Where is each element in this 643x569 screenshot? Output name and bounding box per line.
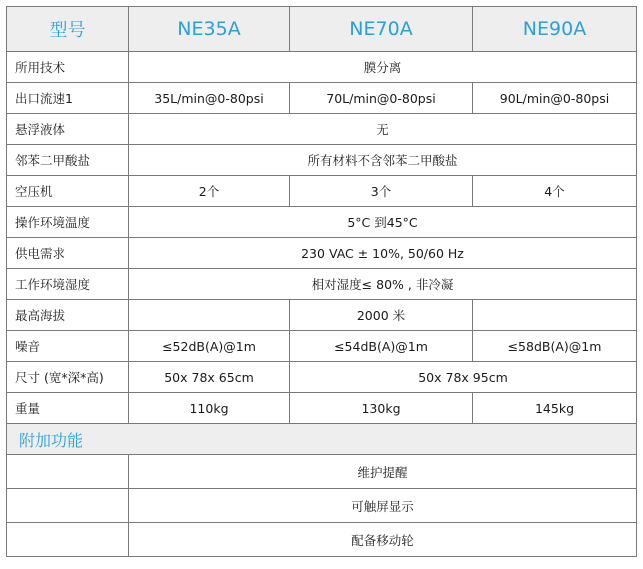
spec-table bbox=[6, 6, 637, 557]
row-value: ≤52dB(A)@1m bbox=[129, 331, 290, 362]
row-value: 2000 米 bbox=[290, 300, 473, 331]
row-value: 110kg bbox=[129, 393, 290, 424]
addon-label-empty bbox=[7, 523, 129, 557]
row-label: 最高海拔 bbox=[7, 300, 129, 331]
addon-row bbox=[7, 489, 637, 523]
addon-row bbox=[7, 455, 637, 489]
row-label: 空压机 bbox=[7, 176, 129, 207]
row-label: 工作环境湿度 bbox=[7, 269, 129, 300]
row-value-empty bbox=[473, 300, 637, 331]
model-ne35a: NE35A bbox=[129, 7, 290, 52]
table-row bbox=[7, 238, 637, 269]
table-row bbox=[7, 52, 637, 83]
model-header: 型号 bbox=[7, 7, 129, 52]
row-value: 无 bbox=[129, 114, 637, 145]
row-value: 145kg bbox=[473, 393, 637, 424]
row-label: 所用技术 bbox=[7, 52, 129, 83]
addon-label-empty bbox=[7, 489, 129, 523]
row-value: 膜分离 bbox=[129, 52, 637, 83]
row-value: 3个 bbox=[290, 176, 473, 207]
addon-label-empty bbox=[7, 455, 129, 489]
header-row bbox=[7, 7, 637, 52]
row-value: 所有材料不含邻苯二甲酸盐 bbox=[129, 145, 637, 176]
row-value: ≤58dB(A)@1m bbox=[473, 331, 637, 362]
row-value: 2个 bbox=[129, 176, 290, 207]
table-row bbox=[7, 269, 637, 300]
row-label: 噪音 bbox=[7, 331, 129, 362]
row-label: 供电需求 bbox=[7, 238, 129, 269]
table-row bbox=[7, 393, 637, 424]
addons-title: 附加功能 bbox=[7, 424, 637, 455]
addon-row bbox=[7, 523, 637, 557]
table-row bbox=[7, 207, 637, 238]
row-value-empty bbox=[129, 300, 290, 331]
row-label: 重量 bbox=[7, 393, 129, 424]
addon-item: 可触屏显示 bbox=[129, 489, 637, 523]
table-row bbox=[7, 176, 637, 207]
row-label: 操作环境温度 bbox=[7, 207, 129, 238]
addon-item: 配备移动轮 bbox=[129, 523, 637, 557]
addon-item: 维护提醒 bbox=[129, 455, 637, 489]
addons-section-row bbox=[7, 424, 637, 455]
table-row bbox=[7, 362, 637, 393]
row-value: 35L/min@0-80psi bbox=[129, 83, 290, 114]
table-row bbox=[7, 145, 637, 176]
row-value: 230 VAC ± 10%, 50/60 Hz bbox=[129, 238, 637, 269]
table-row bbox=[7, 114, 637, 145]
row-label: 邻苯二甲酸盐 bbox=[7, 145, 129, 176]
table-row bbox=[7, 83, 637, 114]
row-value: 70L/min@0-80psi bbox=[290, 83, 473, 114]
model-ne70a: NE70A bbox=[290, 7, 473, 52]
row-value: 4个 bbox=[473, 176, 637, 207]
table-row bbox=[7, 300, 637, 331]
row-value: ≤54dB(A)@1m bbox=[290, 331, 473, 362]
row-label: 悬浮液体 bbox=[7, 114, 129, 145]
row-value: 50x 78x 65cm bbox=[129, 362, 290, 393]
row-value: 5°C 到45°C bbox=[129, 207, 637, 238]
table-row bbox=[7, 331, 637, 362]
row-label: 尺寸 (宽*深*高) bbox=[7, 362, 129, 393]
row-value: 相对湿度≤ 80% , 非冷凝 bbox=[129, 269, 637, 300]
row-value: 130kg bbox=[290, 393, 473, 424]
model-ne90a: NE90A bbox=[473, 7, 637, 52]
row-label: 出口流速1 bbox=[7, 83, 129, 114]
row-value: 90L/min@0-80psi bbox=[473, 83, 637, 114]
row-value: 50x 78x 95cm bbox=[290, 362, 637, 393]
